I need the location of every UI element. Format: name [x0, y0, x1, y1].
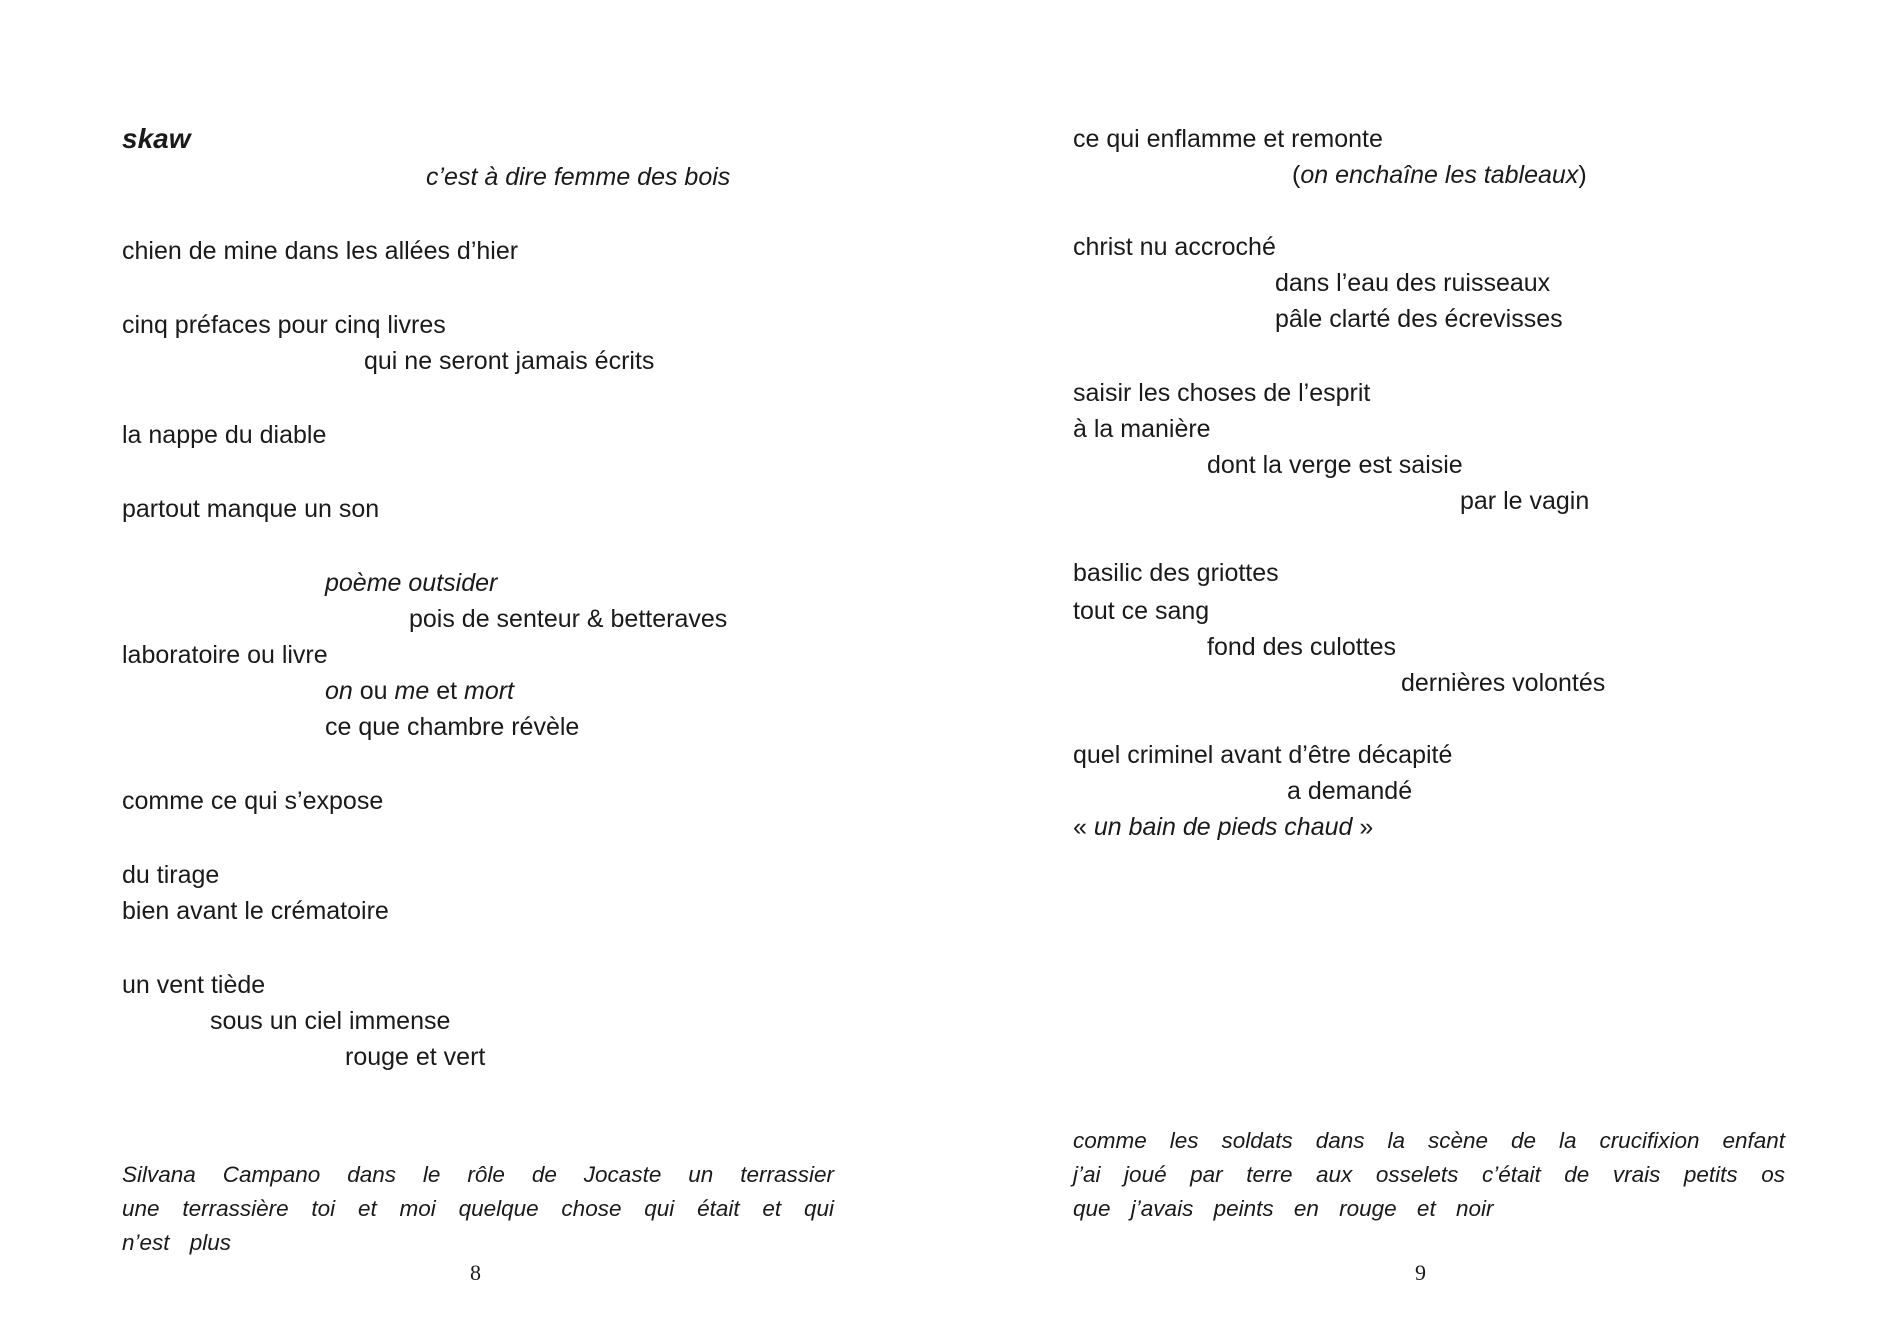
- verse-line: comme ce qui s’expose: [122, 787, 384, 815]
- quote-mark: »: [1352, 813, 1374, 841]
- verse-line: a demandé: [1287, 777, 1413, 805]
- verse-line: ce qui enflamme et remonte: [1073, 125, 1383, 153]
- verse-line: par le vagin: [1460, 487, 1590, 515]
- verse-line: quel criminel avant d’être décapité: [1073, 741, 1453, 769]
- verse-line: chien de mine dans les allées d’hier: [122, 237, 519, 265]
- poem-subtitle: c’est à dire femme des bois: [426, 163, 731, 191]
- verse-line: tout ce sang: [1073, 597, 1210, 625]
- verse-line: christ nu accroché: [1073, 233, 1276, 261]
- verse-line: dans l’eau des ruisseaux: [1275, 269, 1551, 297]
- verse-line: basilic des griottes: [1073, 559, 1279, 587]
- verse-line: rouge et vert: [345, 1043, 486, 1071]
- verse-line: pâle clarté des écrevisses: [1275, 305, 1563, 333]
- verse-line: à la manière: [1073, 415, 1211, 443]
- page-number: 9: [1415, 1260, 1426, 1285]
- quote-mark: «: [1073, 813, 1094, 841]
- verse-word: on: [325, 677, 353, 705]
- verse-line: poème outsider: [325, 569, 498, 597]
- verse-word: et: [429, 677, 464, 705]
- verse-line: dont la verge est saisie: [1207, 451, 1463, 479]
- paren: ): [1578, 161, 1587, 189]
- prose-block: Silvana Campano dans le rôle de Jocaste un terrassier une terrassière toi et moi quelque chose qui était et qui n’est plus: [122, 1162, 834, 1255]
- verse-line: bien avant le crématoire: [122, 897, 389, 925]
- paren: (: [1292, 161, 1301, 189]
- verse-word: ou: [352, 677, 395, 705]
- verse-word: on enchaîne les tableaux: [1300, 161, 1579, 189]
- verse-word: mort: [464, 677, 514, 705]
- verse-line: un vent tiède: [122, 971, 266, 999]
- verse-line: laboratoire ou livre: [122, 641, 328, 669]
- verse-line: [1292, 160, 1587, 190]
- verse-line: ce que chambre révèle: [325, 713, 580, 741]
- verse-line: dernières volontés: [1401, 669, 1606, 697]
- verse-line: sous un ciel immense: [210, 1007, 451, 1035]
- verse-line: [1073, 812, 1373, 842]
- verse-line: saisir les choses de l’esprit: [1073, 379, 1371, 407]
- verse-line: du tirage: [122, 861, 220, 889]
- right-page: [945, 0, 1890, 1339]
- verse-line: pois de senteur & betteraves: [409, 605, 728, 633]
- poem-title: skaw: [122, 123, 191, 154]
- verse-line: la nappe du diable: [122, 421, 327, 449]
- page-number: 8: [470, 1260, 481, 1285]
- verse-word: un bain de pieds chaud: [1093, 813, 1353, 841]
- verse-line: partout manque un son: [122, 495, 380, 523]
- verse-line: cinq préfaces pour cinq livres: [122, 311, 446, 339]
- verse-line: fond des culottes: [1207, 633, 1397, 661]
- verse-word: me: [394, 677, 430, 705]
- verse-line: [325, 676, 514, 706]
- verse-line: qui ne seront jamais écrits: [364, 347, 655, 375]
- prose-block: comme les soldats dans la scène de la crucifixion enfant j’ai joué par terre aux osselets c’était de vrais petits os que j’avais peints en rouge et noir: [1073, 1128, 1785, 1221]
